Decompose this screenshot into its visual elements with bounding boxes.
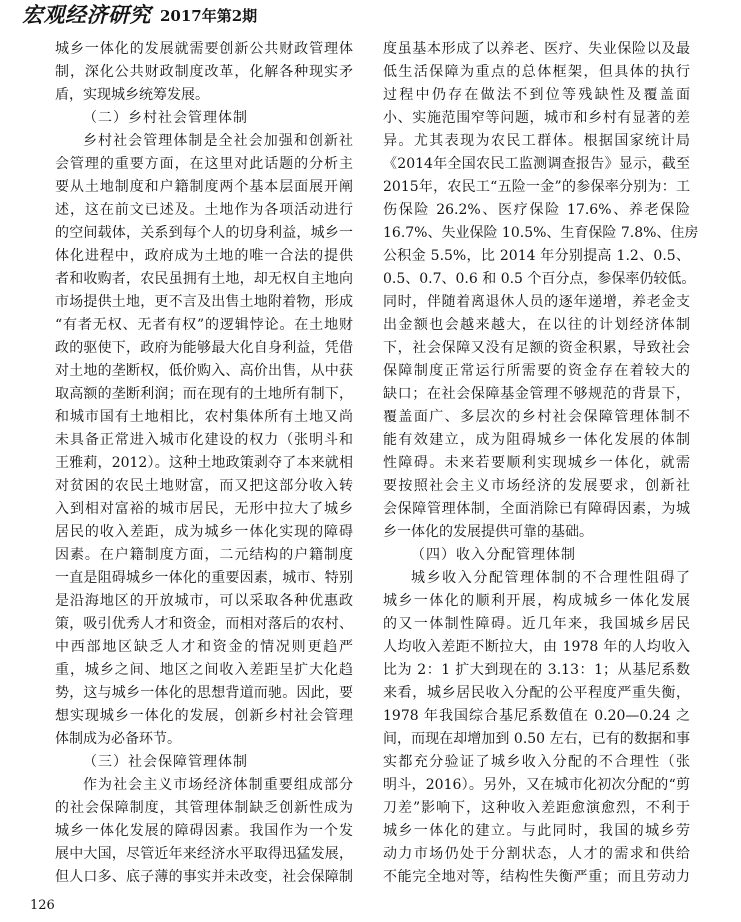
text-line: 不能完全地对等，结构性失衡严重；而且劳动力 <box>383 869 690 885</box>
text-line: 体化进程中，政府成为土地的唯一合法的提供 <box>55 248 353 264</box>
text-line: 未具备正常进入城市化建设的权力（张明斗和 <box>55 432 353 448</box>
right-column <box>383 38 699 889</box>
text-line: 乡村社会管理体制是全社会加强和创新社 <box>83 133 353 149</box>
text-line: 中西部地区缺乏人才和资金的情况则更趋严 <box>55 639 353 655</box>
section-heading: （四）收入分配管理体制 <box>411 547 576 563</box>
text-line: 要从土地制度和户籍制度两个基本层面展开阐 <box>55 179 353 195</box>
text-line: 居民的收入差距，成为城乡一体化实现的障碍 <box>55 524 353 540</box>
text-line: 保障制度正常运行所需要的资金存在着较大的 <box>383 363 690 379</box>
text-line: 对贫困的农民土地财富，而又把这部分收入转 <box>55 478 353 494</box>
text-line: 度虽基本形成了以养老、医疗、失业保险以及最 <box>383 41 690 57</box>
text-line: 城乡收入分配管理体制的不合理性阻碍了 <box>411 570 690 586</box>
text-line: 小、实施范围窄等问题，城市和乡村有显著的差 <box>383 110 690 126</box>
text-line: 策，吸引优秀人才和资金，而相对落后的农村、 <box>55 616 353 632</box>
text-line: 想实现城乡一体化的发展，创新乡村社会管理 <box>55 708 353 724</box>
text-line: 是沿海地区的开放城市，可以采取各种优惠政 <box>55 593 353 609</box>
text-line: 体制成为必备环节。 <box>55 731 181 747</box>
text-line: 盾，实现城乡统筹发展。 <box>55 87 209 103</box>
text-line: 但人口多、底子薄的事实并未改变，社会保障制 <box>55 869 353 885</box>
journal-title: 宏观经济研究 <box>22 2 151 27</box>
left-column <box>55 38 353 889</box>
text-line: 王雅莉，2012）。这种土地政策剥夺了本来就相 <box>55 455 353 471</box>
text-line: 性障碍。未来若要顺利实现城乡一体化，就需 <box>383 455 690 471</box>
text-line: 作为社会主义市场经济体制重要组成部分 <box>83 777 353 793</box>
text-line: 2015年，农民工“五险一金”的参保率分别为：工 <box>383 179 690 195</box>
text-line: 0.5、0.7、0.6 和 0.5 个百分点，参保率仍较低。 <box>383 271 696 287</box>
text-line: 势，这与城乡一体化的思想背道而驰。因此，要 <box>55 685 353 701</box>
text-line: 刀差”影响下，这种收入差距愈演愈烈，不利于 <box>383 800 690 816</box>
text-line: 市场提供土地，更不言及出售土地附着物，形成 <box>55 294 353 310</box>
text-line: 间，而现在却增加到 0.50 左右，已有的数据和事 <box>383 731 690 747</box>
text-line: 城乡一体化的发展就需要创新公共财政管理体 <box>55 41 353 57</box>
text-line: 的社会保障制度，其管理体制缺乏创新性成为 <box>55 800 353 816</box>
text-line: 乡一体化的发展提供可靠的基础。 <box>383 524 593 540</box>
text-line: 因素。在户籍制度方面，二元结构的户籍制度 <box>55 547 353 563</box>
text-line: 入到相对富裕的城市居民，无形中拉大了城乡 <box>55 501 353 517</box>
text-line: 伤保险 26.2%、医疗保险 17.6%、养老保险 <box>383 202 690 218</box>
text-line: 的空间载体，关系到每个人的切身利益，城乡一 <box>55 225 353 241</box>
section-heading: （三）社会保障管理体制 <box>83 754 248 770</box>
text-line: 城乡一体化发展的障碍因素。我国作为一个发 <box>55 823 353 839</box>
text-line: 城乡一体化的建立。与此同时，我国的城乡劳 <box>383 823 690 839</box>
text-line: 一直是阻碍城乡一体化的重要因素，城市、特别 <box>55 570 353 586</box>
section-heading: （二）乡村社会管理体制 <box>83 110 248 126</box>
text-line: 会管理的重要方面，在这里对此话题的分析主 <box>55 156 353 172</box>
text-line: 人均收入差距不断拉大，由 1978 年的人均收入 <box>383 639 690 655</box>
text-line: 出金额也会越来越大，在以往的计划经济体制 <box>383 317 690 333</box>
text-line: 展中大国，尽管近年来经济水平取得迅猛发展， <box>55 846 353 862</box>
text-line: 《2014年全国农民工监测调查报告》显示，截至 <box>383 156 690 172</box>
text-line: 城乡一体化的顺利开展，构成城乡一体化发展 <box>383 593 690 609</box>
text-line: 制，深化公共财政制度改革，化解各种现实矛 <box>55 64 353 80</box>
text-line: “有者无权、无者有权”的逻辑悖论。在土地财 <box>55 317 353 333</box>
text-line: 缺口；在社会保障基金管理不够规范的背景下， <box>383 386 690 402</box>
text-line: 公积金 5.5%，比 2014 年分别提高 1.2、0.5、 <box>383 248 690 264</box>
text-line: 能有效建立，成为阻碍城乡一体化发展的体制 <box>383 432 690 448</box>
paragraph <box>55 38 353 107</box>
text-line: 者和收购者，农民虽拥有土地，却无权自主地向 <box>55 271 353 287</box>
issue-label: 2017年第2期 <box>160 7 258 25</box>
text-line: 实都充分验证了城乡收入分配的不合理性（张 <box>383 754 690 770</box>
text-line: 1978 年我国综合基尼系数值在 0.20—0.24 之 <box>383 708 690 724</box>
text-line: 16.7%、失业保险 10.5%、生育保险 7.8%、住房 <box>383 225 699 241</box>
text-line: 来看，城乡居民收入分配的公平程度严重失衡， <box>383 685 690 701</box>
text-line: 下，社会保障又没有足额的资金积累，导致社会 <box>383 340 690 356</box>
text-line: 对土地的垄断权，低价购入、高价出售，从中获 <box>55 363 353 379</box>
text-line: 的又一体制性障碍。近几年来，我国城乡居民 <box>383 616 690 632</box>
text-line: 政的驱使下，政府为能够最大化自身利益，凭借 <box>55 340 353 356</box>
text-line: 同时，伴随着离退休人员的逐年递增，养老金支 <box>383 294 690 310</box>
page-number: 126 <box>30 898 55 913</box>
text-line: 述，这在前文已述及。土地作为各项活动进行 <box>55 202 353 218</box>
text-line: 重，城乡之间、地区之间收入差距呈扩大化趋 <box>55 662 353 678</box>
text-line: 过程中仍存在做法不到位等残缺性及覆盖面 <box>383 87 690 103</box>
paragraph <box>383 567 690 889</box>
text-line: 低生活保障为重点的总体框架，但具体的执行 <box>383 64 690 80</box>
paragraph <box>55 130 353 751</box>
text-line: 动力市场仍处于分割状态，人才的需求和供给 <box>383 846 690 862</box>
text-line: 异。尤其表现为农民工群体。根据国家统计局 <box>383 133 690 149</box>
text-line: 会保障管理体制，全面消除已有障碍因素，为城 <box>383 501 690 517</box>
paragraph <box>383 38 699 544</box>
text-line: 明斗，2016）。另外，又在城市化初次分配的“剪 <box>383 777 690 793</box>
text-line: 要按照社会主义市场经济的发展要求，创新社 <box>383 478 690 494</box>
text-line: 比为 2：1 扩大到现在的 3.13：1；从基尼系数 <box>383 662 690 678</box>
paragraph <box>55 774 353 889</box>
text-line: 和城市国有土地相比，农村集体所有土地又尚 <box>55 409 353 425</box>
text-line: 覆盖面广、多层次的乡村社会保障管理体制不 <box>383 409 690 425</box>
text-line: 取高额的垄断利润；而在现有的土地所有制下， <box>55 386 353 402</box>
